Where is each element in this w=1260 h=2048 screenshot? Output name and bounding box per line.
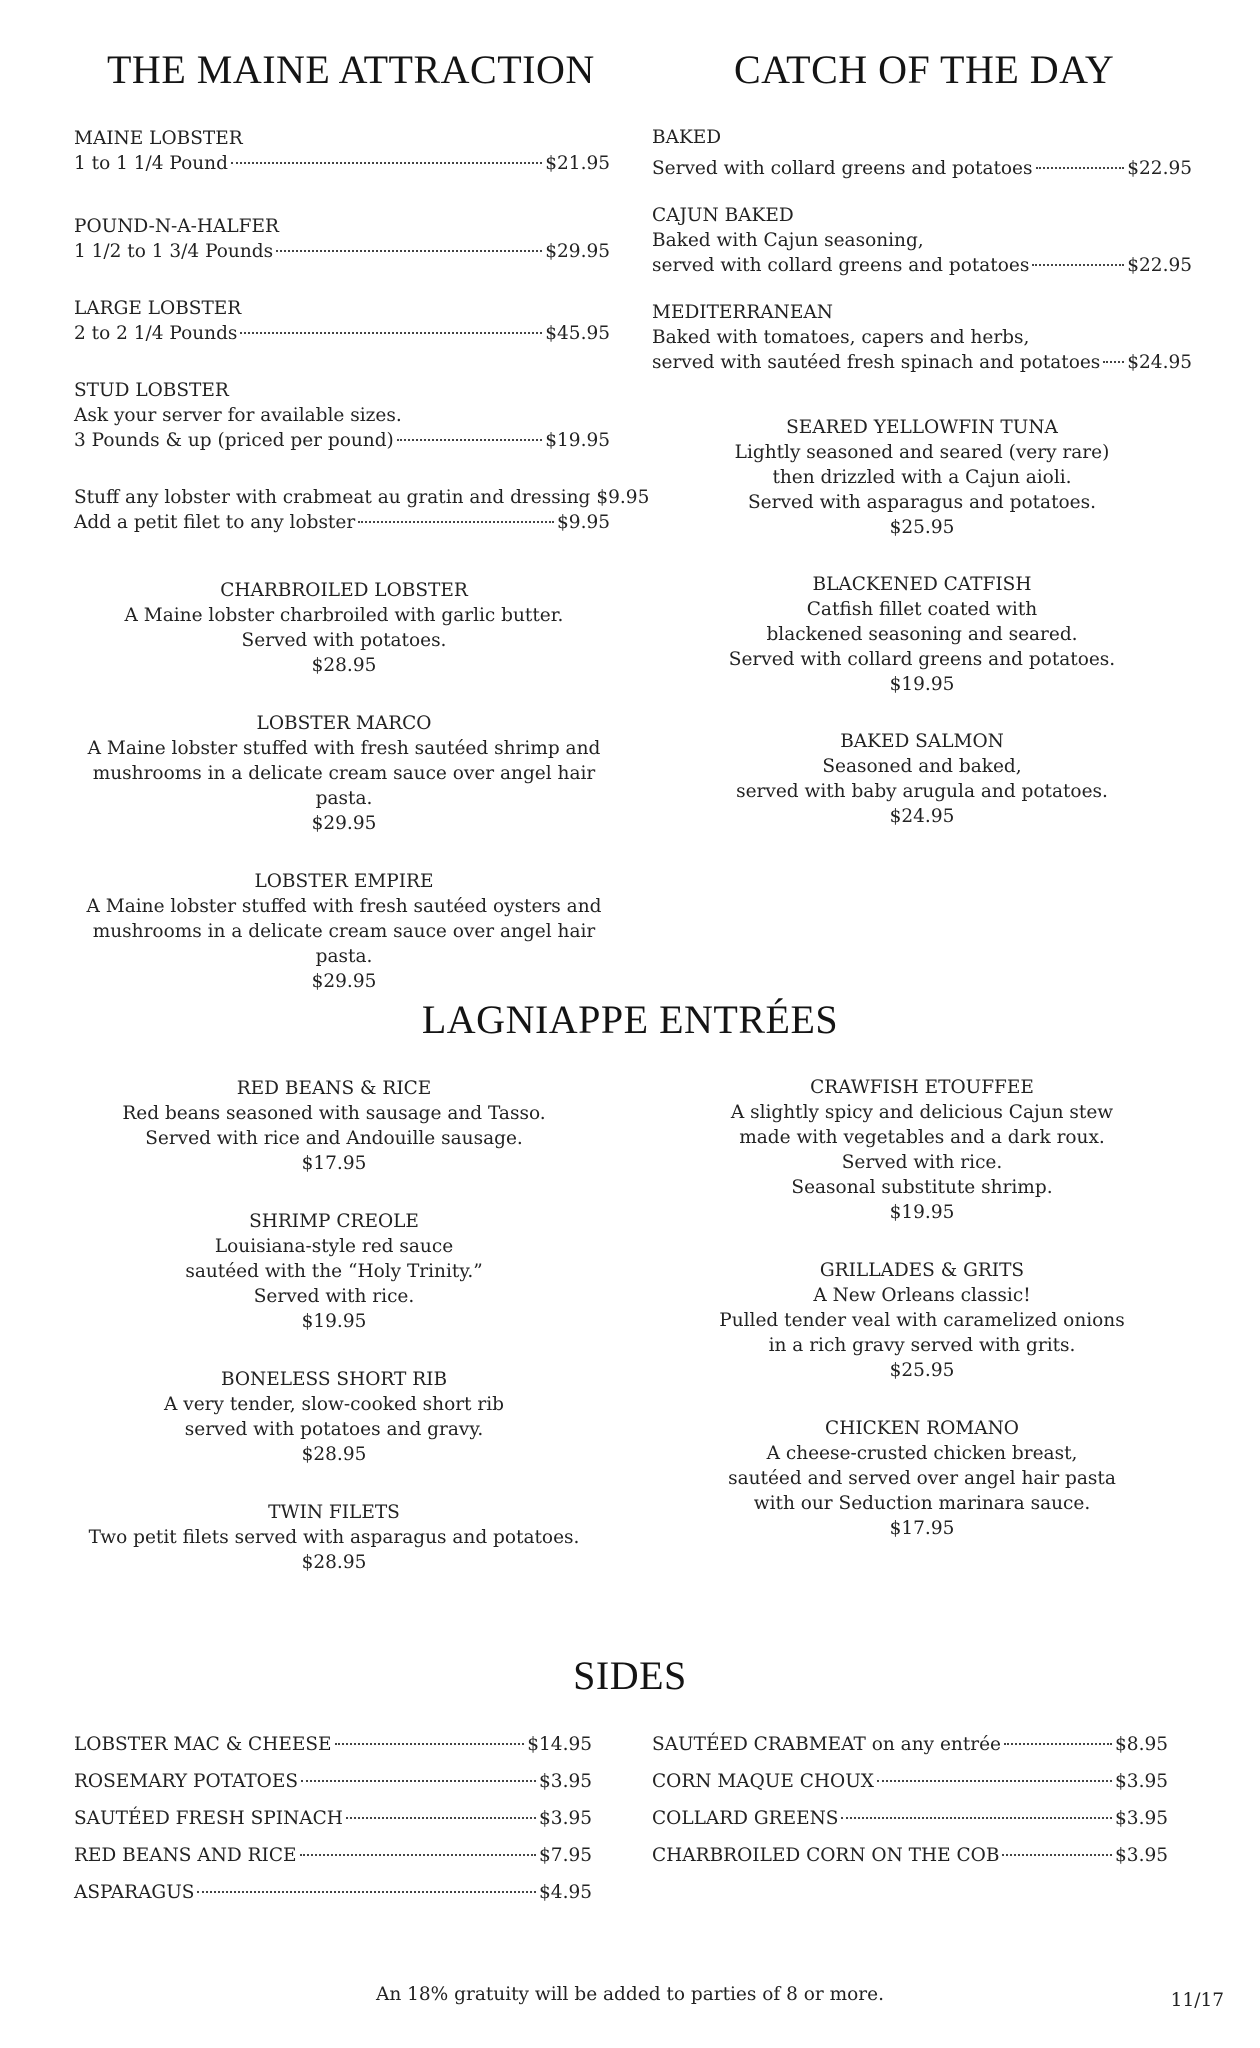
item-price: $22.95: [1127, 158, 1192, 179]
item-price: $3.95: [1115, 1845, 1168, 1866]
list-item: [74, 296, 610, 346]
item-price: $3.95: [1115, 1771, 1168, 1792]
item-price: $19.95: [545, 430, 610, 451]
list-item: ASPARAGUS $4.95: [74, 1882, 592, 1903]
maine-specials: [64, 578, 624, 1027]
item-price: $29.95: [311, 971, 377, 992]
list-item: CHARBROILED CORN ON THE COB $3.95: [652, 1845, 1168, 1866]
price-line: 1 1/2 to 1 3/4 Pounds $29.95: [74, 241, 610, 262]
catch-preparations: [652, 125, 1192, 375]
item-name: RED BEANS & RICE: [236, 1078, 432, 1099]
item-price: $3.95: [539, 1808, 592, 1829]
item-price: $45.95: [545, 323, 610, 344]
menu-item: CRAWFISH ETOUFFEE A slightly spicy and delicious Cajun stew made with vegetables and a dark roux. Served with rice. Seasonal substitute shrimp. $19.95: [652, 1075, 1192, 1225]
item-name: GRILLADES & GRITS: [819, 1260, 1025, 1281]
item-price: $25.95: [889, 1360, 955, 1381]
menu-item: SHRIMP CREOLE Louisiana-style red sauce sautéed with the “Holy Trinity.” Served with rice. $19.95: [64, 1209, 604, 1334]
list-item: COLLARD GREENS $3.95: [652, 1808, 1168, 1829]
item-price: $17.95: [889, 1518, 955, 1539]
item-price: $25.95: [889, 517, 955, 538]
item-name: STUD LOBSTER: [74, 380, 229, 401]
item-price: $19.95: [889, 674, 955, 695]
menu-item: GRILLADES & GRITS A New Orleans classic! Pulled tender veal with caramelized onions in a rich gravy served with grits. $25.95: [652, 1258, 1192, 1383]
item-price: $3.95: [1115, 1808, 1168, 1829]
item-price: $14.95: [527, 1734, 592, 1755]
gratuity-note: An 18% gratuity will be added to parties of 8 or more.: [375, 1984, 884, 2005]
menu-item: CHICKEN ROMANO A cheese-crusted chicken breast, sautéed and served over angel hair pasta with our Seduction marinara sauce. $17.95: [652, 1416, 1192, 1541]
list-item: LOBSTER MAC & CHEESE $14.95: [74, 1734, 592, 1755]
item-name: BLACKENED CATFISH: [812, 574, 1032, 595]
list-item: SAUTÉED FRESH SPINACH $3.95: [74, 1808, 592, 1829]
item-name: LARGE LOBSTER: [74, 298, 242, 319]
item-name: SHRIMP CREOLE: [249, 1211, 419, 1232]
item-name: TWIN FILETS: [268, 1502, 400, 1523]
item-name: CAJUN BAKED: [652, 205, 794, 226]
menu-item: BAKED SALMON Seasoned and baked, served with baby arugula and potatoes. $24.95: [652, 729, 1192, 829]
maine-lobster-list: [74, 126, 650, 535]
catch-specials: [652, 415, 1192, 862]
item-note: Ask your server for available sizes.: [74, 405, 402, 426]
lagniappe-right-column: [652, 1075, 1192, 1574]
menu-item: BONELESS SHORT RIB A very tender, slow-cooked short rib served with potatoes and gravy. $28.95: [64, 1367, 604, 1467]
item-price: $17.95: [301, 1153, 367, 1174]
item-name: BAKED SALMON: [840, 731, 1004, 752]
item-price: $24.95: [1127, 352, 1192, 373]
menu-item: BLACKENED CATFISH Catfish fillet coated with blackened seasoning and seared. Served with collard greens and potatoes. $19.95: [652, 572, 1192, 697]
list-item: MEDITERRANEAN Baked with tomatoes, capers and herbs, served with sautéed fresh spinach and potatoes $24.95: [652, 302, 1192, 373]
list-item: [652, 125, 1192, 181]
menu-item: LOBSTER MARCO A Maine lobster stuffed with fresh sautéed shrimp and mushrooms in a delicate cream sauce over angel hair pasta. $29.95: [64, 711, 624, 836]
lagniappe-left-column: [64, 1076, 604, 1608]
menu-item: RED BEANS & RICE Red beans seasoned with sausage and Tasso. Served with rice and Andouille sausage. $17.95: [64, 1076, 604, 1176]
item-price: $29.95: [545, 241, 610, 262]
item-name: CRAWFISH ETOUFFEE: [810, 1077, 1034, 1098]
item-price: $19.95: [301, 1311, 367, 1332]
item-name: LOBSTER MARCO: [256, 713, 432, 734]
list-item: [74, 378, 610, 453]
date-code: 11/17: [1170, 1990, 1224, 2011]
sides-left-list: [74, 1732, 592, 1917]
menu-item: SEARED YELLOWFIN TUNA Lightly seasoned and seared (very rare) then drizzled with a Cajun aioli. Served with asparagus and potatoes. $25.95: [652, 415, 1192, 540]
item-name: LOBSTER EMPIRE: [254, 871, 434, 892]
addon-line: Stuff any lobster with crabmeat au gratin and dressing $9.95: [74, 487, 650, 508]
price-line: served with collard greens and potatoes $22.95: [652, 255, 1192, 276]
item-name: BAKED: [652, 127, 722, 148]
price-line: served with sautéed fresh spinach and potatoes $24.95: [652, 352, 1192, 373]
item-price: $24.95: [889, 806, 955, 827]
item-name: CHICKEN ROMANO: [825, 1418, 1019, 1439]
list-item: CORN MAQUE CHOUX $3.95: [652, 1771, 1168, 1792]
item-price: $28.95: [311, 655, 377, 676]
item-name: MAINE LOBSTER: [74, 128, 243, 149]
maine-attraction-heading: THE MAINE ATTRACTION: [107, 47, 595, 92]
item-price: $22.95: [1127, 255, 1192, 276]
item-name: CHARBROILED LOBSTER: [220, 580, 468, 601]
price-line: 1 to 1 1/4 Pound $21.95: [74, 153, 610, 174]
list-item: [74, 126, 610, 176]
item-price: $28.95: [301, 1552, 367, 1573]
item-price: $3.95: [539, 1771, 592, 1792]
list-item: [74, 214, 610, 264]
item-name: BONELESS SHORT RIB: [220, 1369, 448, 1390]
lagniappe-heading: LAGNIAPPE ENTRÉES: [421, 997, 839, 1042]
item-price: $7.95: [539, 1845, 592, 1866]
price-line: 3 Pounds & up (priced per pound) $19.95: [74, 430, 610, 451]
item-price: $21.95: [545, 153, 610, 174]
list-item: SAUTÉED CRABMEAT on any entrée $8.95: [652, 1734, 1168, 1755]
sides-heading: SIDES: [573, 1653, 687, 1698]
menu-item: CHARBROILED LOBSTER A Maine lobster charbroiled with garlic butter. Served with potatoes. $28.95: [64, 578, 624, 678]
item-price: $29.95: [311, 813, 377, 834]
item-price: $8.95: [1115, 1734, 1168, 1755]
item-price: $19.95: [889, 1202, 955, 1223]
item-price: $9.95: [557, 512, 610, 533]
menu-item: LOBSTER EMPIRE A Maine lobster stuffed with fresh sautéed oysters and mushrooms in a delicate cream sauce over angel hair pasta. $29.95: [64, 869, 624, 994]
catch-of-the-day-heading: CATCH OF THE DAY: [734, 47, 1115, 92]
price-line: 2 to 2 1/4 Pounds $45.95: [74, 323, 610, 344]
price-line: Served with collard greens and potatoes $22.95: [652, 158, 1192, 179]
addon-line: Add a petit filet to any lobster $9.95: [74, 512, 610, 533]
item-price: $28.95: [301, 1444, 367, 1465]
list-item: RED BEANS AND RICE $7.95: [74, 1845, 592, 1866]
item-name: SEARED YELLOWFIN TUNA: [786, 417, 1058, 438]
item-name: POUND-N-A-HALFER: [74, 216, 279, 237]
item-price: $4.95: [539, 1882, 592, 1903]
sides-right-list: [652, 1732, 1168, 1880]
list-item: CAJUN BAKED Baked with Cajun seasoning, served with collard greens and potatoes $22.95: [652, 205, 1192, 276]
item-name: MEDITERRANEAN: [652, 302, 833, 323]
item-price: $9.95: [596, 487, 650, 508]
menu-item: TWIN FILETS Two petit filets served with asparagus and potatoes. $28.95: [64, 1500, 604, 1575]
list-item: ROSEMARY POTATOES $3.95: [74, 1771, 592, 1792]
